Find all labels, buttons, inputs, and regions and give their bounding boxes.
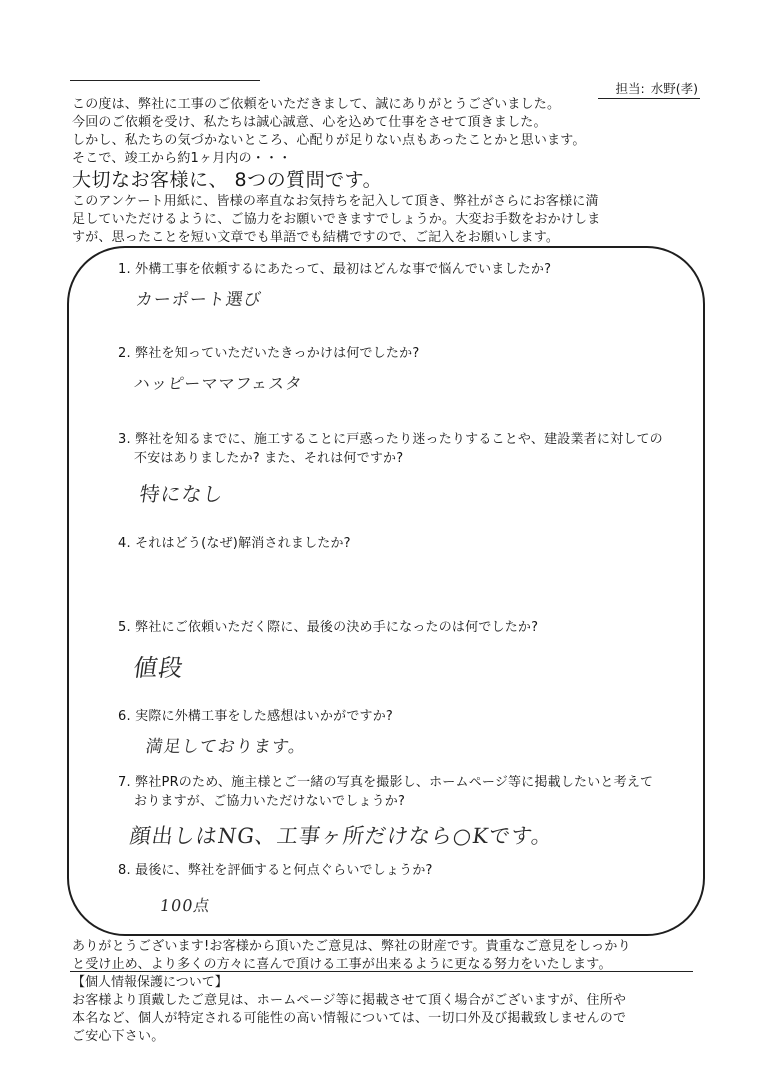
privacy-line: お客様より頂戴したご意見は、ホームページ等に掲載させて頂く場合がございますが、住所や [72, 993, 627, 1008]
intro-line: 足していただけるように、ご協力をお願いできますでしょうか。大変お手数をおかけしま [72, 212, 601, 227]
question-1: 1. 外構工事を依頼するにあたって、最初はどんな事で悩んでいましたか? [118, 262, 552, 277]
question-3: 3. 弊社を知るまでに、施工することに戸惑ったり迷ったりすることや、建設業者に対しての [118, 432, 663, 447]
question-7-cont: おりますが、ご協力いただけないでしょうか? [134, 794, 406, 809]
intro-line: しかし、私たちの気づかないところ、心配りが足りない点もあったことかと思います。 [72, 133, 586, 148]
question-7: 7. 弊社PRのため、施主様とご一緒の写真を撮影し、ホームページ等に掲載したいと考えて [118, 775, 654, 790]
privacy-line: ご安心下さい。 [72, 1029, 165, 1044]
privacy-divider [70, 971, 693, 972]
survey-headline: 大切なお客様に、 8つの質問です。 [72, 169, 383, 191]
intro-section [72, 96, 712, 247]
closing-section [72, 938, 712, 1046]
question-6: 6. 実際に外構工事をした感想はいかがですか? [118, 709, 394, 724]
answer-6: 満足しております。 [144, 737, 308, 757]
question-3-cont: 不安はありましたか? また、それは何ですか? [134, 451, 404, 466]
intro-line: このアンケート用紙に、皆様の率直なお気持ちを記入して頂き、弊社がさらにお客様に満 [72, 194, 599, 209]
closing-line: ありがとうございます!お客様から頂いたご意見は、弊社の財産です。貴重なご意見をしっかり [72, 939, 631, 954]
intro-line: そこで、竣工から約1ヶ月内の・・・ [72, 151, 292, 166]
intro-line: 今回のご依頼を受け、私たちは誠心誠意、心を込めて仕事をさせて頂きました。 [72, 115, 547, 130]
question-8: 8. 最後に、弊社を評価すると何点ぐらいでしょうか? [118, 863, 433, 878]
answer-2: ハッピーママフェスタ [132, 374, 304, 393]
customer-name-line [70, 80, 260, 81]
question-2: 2. 弊社を知っていただいたきっかけは何でしたか? [118, 346, 420, 361]
intro-line: すが、思ったことを短い文章でも単語でも結構ですので、ご記入をお願いします。 [72, 230, 560, 245]
answer-5: 値段 [131, 654, 186, 682]
staff-name: 水野(孝) [650, 81, 698, 96]
answer-7: 顔出しはNG、工事ヶ所だけなら○Kです。 [128, 824, 556, 848]
privacy-line: 本名など、個人が特定される可能性の高い情報については、一切口外及び掲載致しませんので [72, 1011, 627, 1026]
answer-8: 100点 [158, 896, 212, 915]
intro-line: この度は、弊社に工事のご依頼をいただきまして、誠にありがとうございました。 [72, 97, 561, 112]
answer-1: カーポート選び [134, 290, 264, 310]
answer-3: 特になし [138, 482, 226, 506]
privacy-title: 【個人情報保護について】 [72, 975, 228, 990]
closing-line: と受け止め、より多くの方々に喜んで頂ける工事が出来るように更なる努力をいたします。 [72, 957, 612, 972]
question-5: 5. 弊社にご依頼いただく際に、最後の決め手になったのは何でしたか? [118, 620, 539, 635]
staff-label: 担当: [615, 81, 645, 96]
question-4: 4. それはどう(なぜ)解消されましたか? [118, 536, 351, 551]
